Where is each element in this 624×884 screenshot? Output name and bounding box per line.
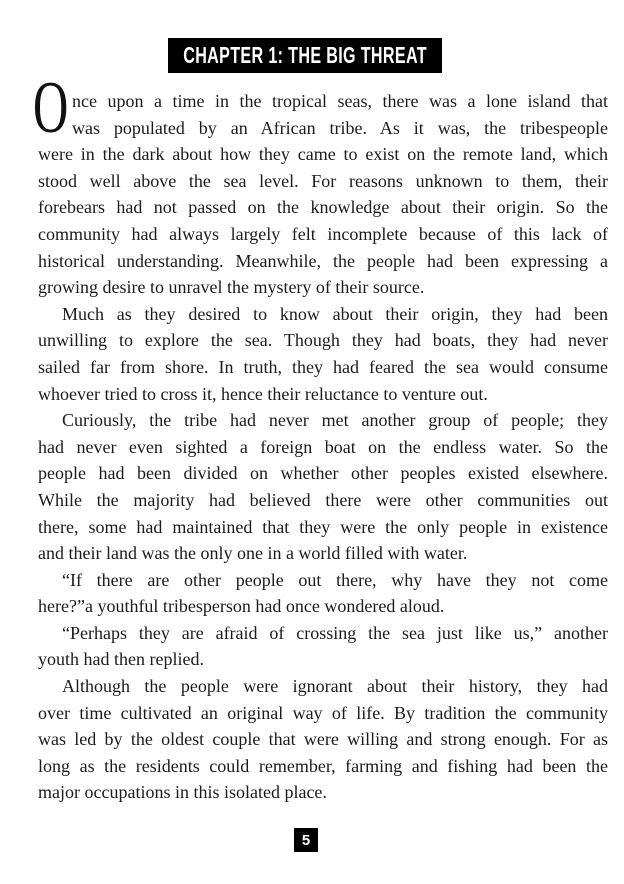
text-line: major occupations in this isolated place. — [38, 782, 327, 803]
text-line: Curiously, the tribe had never met another group of people; they — [62, 410, 608, 431]
text-line: over time cultivated an original way of life. By tradition the community — [38, 702, 608, 723]
page-number-badge — [294, 828, 318, 852]
body-text — [33, 67, 608, 806]
text-line: nce upon a time in the tropical seas, there was a lone island that — [72, 91, 608, 111]
text-line: were in the dark about how they came to exist on the remote land, which — [38, 144, 608, 165]
text-line: there, some had maintained that they were the only people in existence — [38, 516, 608, 537]
paragraph — [38, 620, 608, 673]
text-line: growing desire to unravel the mystery of their source. — [38, 277, 425, 298]
text-line: forebears had not passed on the knowledge about their origin. So the — [38, 197, 608, 218]
text-line: and their land was the only one in a world filled with water. — [38, 543, 468, 564]
text-line: youth had then replied. — [38, 649, 204, 670]
text-line: here?”a youthful tribesperson had once wondered aloud. — [38, 596, 445, 617]
page-number: 5 — [301, 831, 311, 849]
drop-cap: O — [33, 67, 69, 149]
text-line: long as the residents could remember, farming and fishing had been the — [38, 755, 608, 776]
text-line: community had always largely felt incomplete because of this lack of — [38, 223, 608, 244]
text-line: Much as they desired to know about their origin, they had been — [62, 303, 608, 324]
text-line: people had been divided on whether other peoples existed elsewhere. — [38, 463, 608, 484]
text-line: While the majority had believed there were other communities out — [38, 489, 608, 510]
text-line: had never even sighted a foreign boat on the endless water. So the — [38, 436, 608, 457]
paragraph — [38, 301, 608, 407]
paragraph — [38, 407, 608, 567]
paragraph — [38, 567, 608, 620]
text-line: “If there are other people out there, why have they not come — [62, 569, 608, 590]
text-line: unwilling to explore the sea. Though they had boats, they had never — [38, 330, 608, 351]
text-line: was populated by an African tribe. As it was, the tribespeople — [72, 117, 608, 138]
text-line: Although the people were ignorant about their history, they had — [62, 676, 608, 697]
chapter-heading-label: CHAPTER 1: THE BIG THREAT — [183, 42, 427, 68]
paragraph — [38, 673, 608, 806]
text-line: stood well above the sea level. For reasons unknown to them, their — [38, 170, 608, 191]
text-line: sailed far from shore. In truth, they had feared the sea would consume — [38, 356, 608, 377]
text-line: was led by the oldest couple that were willing and strong enough. For as — [38, 729, 608, 750]
paragraph — [33, 67, 608, 301]
text-line: “Perhaps they are afraid of crossing the sea just like us,” another — [62, 622, 608, 643]
chapter-heading-banner — [168, 38, 442, 73]
text-line: whoever tried to cross it, hence their reluctance to venture out. — [38, 383, 488, 404]
text-line: historical understanding. Meanwhile, the people had been expressing a — [38, 250, 608, 271]
